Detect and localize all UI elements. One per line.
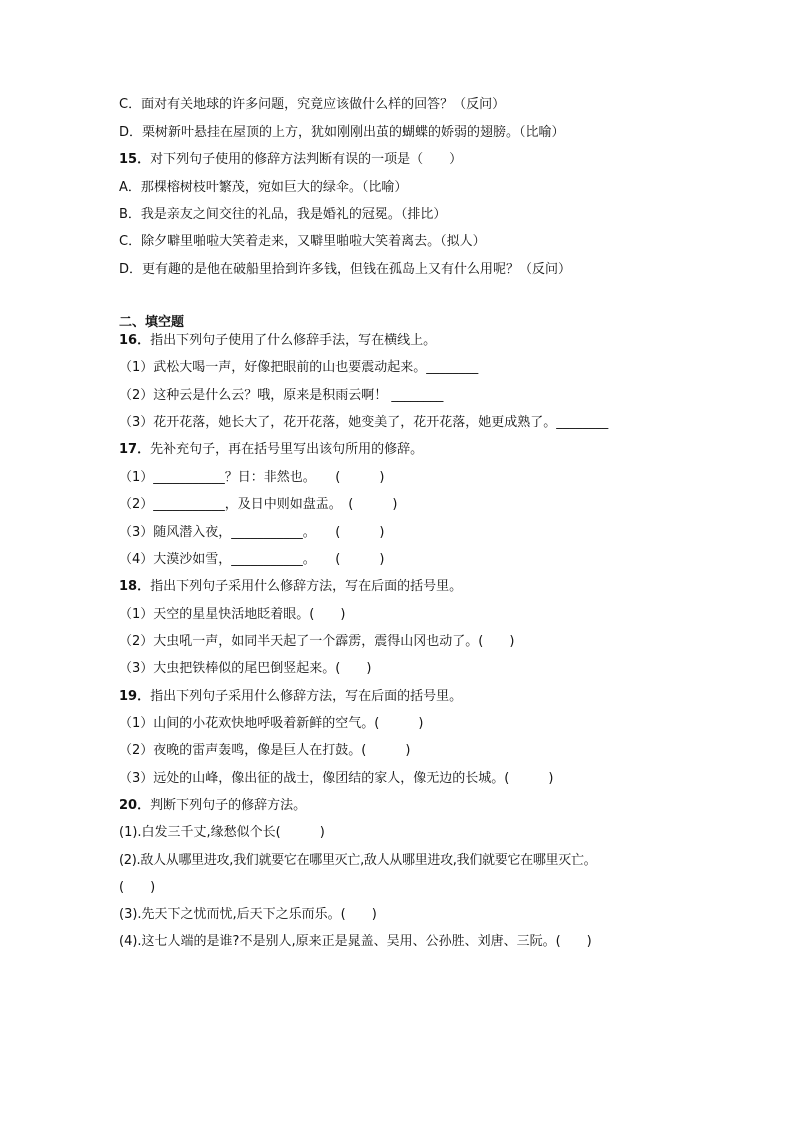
question-number: 16． — [119, 333, 151, 348]
q20-item-2: (2).敌人从哪里进攻,我们就要它在哪里灭亡,敌人从哪里进攻,我们就要它在哪里灭亡。 — [119, 853, 597, 868]
question-number: 17． — [119, 442, 151, 457]
question-number: 15． — [119, 152, 151, 167]
question-18 — [119, 579, 462, 595]
q20-item-2-answer: ( ) — [119, 880, 156, 895]
q17-item-4: （4）大漠沙如雪，___________。 ( ) — [119, 552, 385, 567]
question-20 — [119, 798, 306, 814]
q17-item-2: （2）___________，及日中则如盘盂。 ( ) — [119, 497, 398, 512]
option-d-q15: D．更有趣的是他在破船里拾到许多钱，但钱在孤岛上又有什么用呢？（反问） — [119, 262, 572, 277]
section-title-fill-in: 二、填空题 — [119, 315, 185, 330]
question-number: 18． — [119, 579, 151, 594]
question-16 — [119, 333, 436, 349]
q19-item-2: （2）夜晚的雷声轰鸣，像是巨人在打鼓。( ) — [119, 743, 411, 758]
option-b-q15: B．我是亲友之间交往的礼品，我是婚礼的冠冕。（排比） — [119, 207, 447, 222]
q18-item-3: （3）大虫把铁棒似的尾巴倒竖起来。( ) — [119, 661, 372, 676]
question-text: 对下列句子使用的修辞方法判断有误的一项是（ ） — [150, 152, 463, 167]
q18-item-1: （1）天空的星星快活地眨着眼。( ) — [119, 607, 346, 622]
q16-item-1: （1）武松大喝一声，好像把眼前的山也要震动起来。________ — [119, 360, 479, 375]
question-15 — [119, 152, 462, 168]
question-text: 指出下列句子使用了什么修辞手法，写在横线上。 — [150, 333, 437, 348]
q20-item-1: (1).白发三千丈,缘愁似个长( ) — [119, 825, 325, 840]
question-text: 判断下列句子的修辞方法。 — [150, 798, 307, 813]
q16-item-3: （3）花开花落，她长大了，花开花落，她变美了，花开花落，她更成熟了。________ — [119, 415, 609, 430]
option-d-q14: D．栗树新叶悬挂在屋顶的上方，犹如刚刚出茧的蝴蝶的娇弱的翅膀。（比喻） — [119, 125, 565, 140]
q16-item-2: （2）这种云是什么云？哦，原来是积雨云啊！ ________ — [119, 388, 444, 403]
question-17 — [119, 442, 423, 458]
option-a-q15: A．那棵榕树枝叶繁茂，宛如巨大的绿伞。（比喻） — [119, 180, 408, 195]
q18-item-2: （2）大虫吼一声，如同半天起了一个霹雳，震得山冈也动了。( ) — [119, 634, 515, 649]
question-text: 指出下列句子采用什么修辞方法，写在后面的括号里。 — [150, 579, 463, 594]
q19-item-3: （3）远处的山峰，像出征的战士，像团结的家人，像无边的长城。( ) — [119, 771, 554, 786]
question-19 — [119, 689, 462, 705]
question-number: 19． — [119, 689, 151, 704]
q20-item-4: (4).这七人端的是谁?不是别人,原来正是晁盖、吴用、公孙胜、刘唐、三阮。( ) — [119, 934, 592, 949]
question-number: 20． — [119, 798, 151, 813]
option-c-q14: C．面对有关地球的许多问题，究竟应该做什么样的回答？（反问） — [119, 97, 506, 112]
question-text: 先补充句子，再在括号里写出该句所用的修辞。 — [150, 442, 424, 457]
option-c-q15: C．除夕噼里啪啦大笑着走来，又噼里啪啦大笑着离去。（拟人） — [119, 234, 486, 249]
q17-item-3: （3）随风潜入夜，___________。 ( ) — [119, 525, 385, 540]
q17-item-1: （1）___________？日：非然也。 ( ) — [119, 470, 385, 485]
question-text: 指出下列句子采用什么修辞方法，写在后面的括号里。 — [150, 689, 463, 704]
q19-item-1: （1）山间的小花欢快地呼吸着新鲜的空气。( ) — [119, 716, 424, 731]
q20-item-3: (3).先天下之忧而忧,后天下之乐而乐。( ) — [119, 907, 377, 922]
